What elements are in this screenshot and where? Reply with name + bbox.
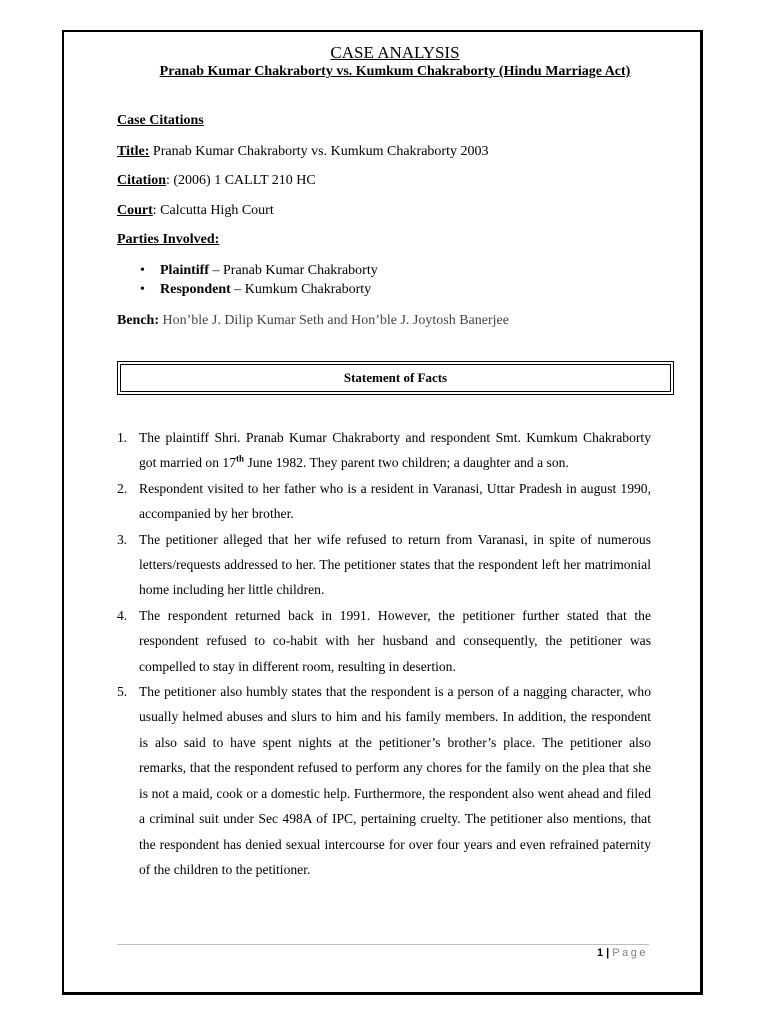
item-number: 3.	[117, 531, 128, 547]
page-number: 1	[596, 947, 604, 959]
bench-label: Bench:	[117, 313, 159, 328]
party-name: – Kumkum Chakraborty	[230, 282, 372, 297]
list-item	[117, 679, 651, 882]
bullet-icon: •	[140, 263, 145, 278]
page-label: Page	[612, 947, 648, 959]
bullet-icon: •	[140, 282, 145, 297]
list-item	[117, 476, 651, 527]
court-value: : Calcutta High Court	[152, 203, 274, 218]
court-label: Court	[117, 203, 153, 218]
bench-line	[117, 312, 509, 330]
item-number: 4.	[117, 607, 128, 623]
fact-text: The petitioner also humbly states that the respondent is a person of a nagging character, who usually helmed abuses and slurs to him and his family members. In addition, the respondent is also said to have spent nights at the petitioner’s brother’s place. The petitioner also remarks, that the respondent refused to perform any chores for the family on the plea that she is not a maid, cook or a domestic help. Furthermore, the respondent also went ahead and filed a criminal suit under Sec 498A of IPC, pertaining cruelty. The petitioner also mentions, that the respondent has denied sexual intercourse for over four years and even refrained paternity of the children to the petitioner.	[139, 684, 651, 877]
title-line	[117, 143, 488, 161]
fact-text-part: The plaintiff Shri. Pranab Kumar Chakraborty and respondent Smt. Kumkum Chakraborty got married on 17	[139, 430, 651, 471]
ordinal-suffix: th	[236, 453, 245, 464]
citation-line	[117, 172, 316, 190]
party-name: – Pranab Kumar Chakraborty	[209, 263, 378, 278]
parties-list	[140, 261, 378, 299]
title-label: Title:	[117, 144, 150, 159]
citation-value: : (2006) 1 CALLT 210 HC	[166, 173, 316, 188]
page-separator: |	[603, 947, 613, 959]
list-item	[117, 527, 651, 603]
party-role: Plaintiff	[160, 263, 209, 278]
case-citations-heading: Case Citations	[117, 113, 204, 128]
list-item	[117, 425, 651, 476]
title-value: Pranab Kumar Chakraborty vs. Kumkum Chakraborty 2003	[149, 144, 489, 159]
parties-heading: Parties Involved:	[117, 232, 220, 247]
list-item	[117, 603, 651, 679]
fact-text: The petitioner alleged that her wife refused to return from Varanasi, in spite of numerous letters/requests addressed to her. The petitioner states that the respondent left her matrimonial home including her little children.	[139, 531, 651, 598]
fact-text: The respondent returned back in 1991. However, the petitioner further stated that the respondent refused to co-habit with her husband and consequently, the petitioner was compelled to stay in different room, resulting in desertion.	[139, 607, 651, 674]
item-number: 1.	[117, 430, 128, 445]
page-footer	[597, 947, 648, 959]
list-item	[140, 280, 378, 299]
statement-of-facts-heading: Statement of Facts	[343, 370, 448, 385]
party-role: Respondent	[160, 282, 231, 297]
document-header	[117, 43, 673, 81]
facts-list	[117, 425, 651, 882]
item-number: 2.	[117, 480, 128, 496]
document-subtitle: Pranab Kumar Chakraborty vs. Kumkum Chakraborty (Hindu Marriage Act)	[159, 64, 631, 79]
statement-of-facts-banner	[117, 361, 674, 395]
court-line	[117, 202, 274, 220]
bench-value: Hon’ble J. Dilip Kumar Seth and Hon’ble J. Joytosh Banerjee	[159, 313, 509, 328]
citation-label: Citation	[117, 173, 166, 188]
list-item	[140, 261, 378, 280]
fact-text-part: June 1982. They parent two children; a daughter and a son.	[244, 455, 569, 471]
footer-divider	[117, 944, 649, 945]
item-number: 5.	[117, 684, 128, 700]
document-title: CASE ANALYSIS	[330, 43, 460, 62]
fact-text: Respondent visited to her father who is a resident in Varanasi, Uttar Pradesh in august 1990, accompanied by her brother.	[139, 480, 651, 522]
